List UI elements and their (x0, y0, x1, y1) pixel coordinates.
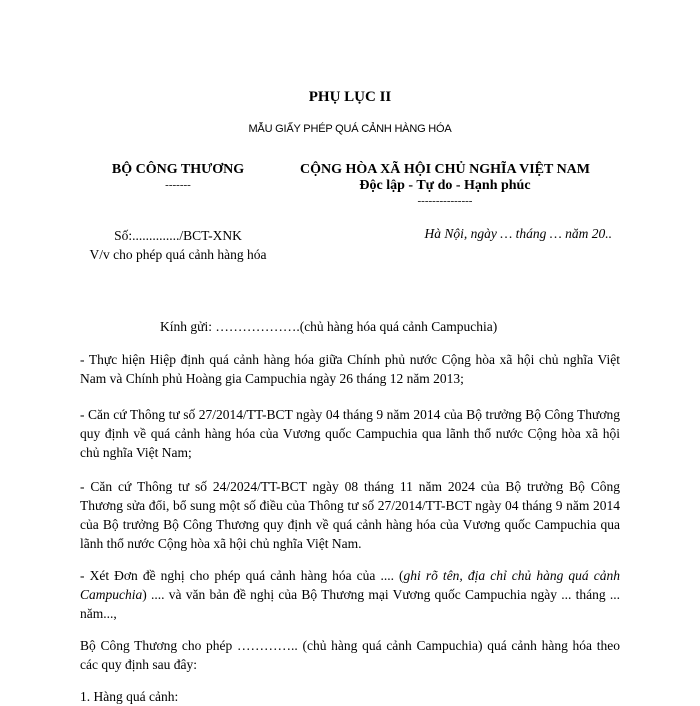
national-motto: Độc lập - Tự do - Hạnh phúc (359, 178, 531, 193)
agency-divider: ------- (165, 179, 191, 191)
addressee: Kính gửi: ……………….(chủ hàng hóa quá cảnh Campuchia) (160, 319, 498, 334)
paragraph-circular-27: - Căn cứ Thông tư số 27/2014/TT-BCT ngày 04 tháng 9 năm 2014 của Bộ trưởng Bộ Công Thương quy định về quá cảnh hàng hóa của Vương quốc Campuchia qua lãnh thổ nước Cộng hòa xã hội chủ nghĩa Việt Nam; (80, 407, 620, 460)
paragraph-circular-24: - Căn cứ Thông tư số 24/2024/TT-BCT ngày 08 tháng 11 năm 2024 của Bộ trưởng Bộ Công Thương sửa đổi, bổ sung một số điều của Thông tư số 27/2014/TT-BCT ngày 04 tháng 9 năm 2014 của Bộ trưởng Bộ Công Thương quy định về quá cảnh hàng hóa của Vương quốc Campuchia qua lãnh thổ nước Cộng hòa xã hội chủ nghĩa Việt Nam. (80, 479, 620, 551)
document-number-block (80, 226, 276, 264)
document-title: PHỤ LỤC II (308, 89, 392, 105)
paragraph-application-note: ghi rõ tên, địa chỉ chủ hàng quá cảnh Campuchia (80, 568, 620, 602)
section-goods-heading: 1. Hàng quá cảnh: (80, 689, 179, 704)
national-header (282, 162, 608, 208)
issuing-agency-name: BỘ CÔNG THƯƠNG (111, 162, 245, 177)
document-subject: V/v cho phép quá cảnh hàng hóa (89, 247, 267, 262)
document-date: Hà Nội, ngày … tháng … năm 20.. (424, 226, 612, 241)
issuing-agency-header (80, 162, 276, 192)
paragraph-application-end: ) .... và văn bản đề nghị của Bộ Thương mại Vương quốc Campuchia ngày ... tháng ... năm..., (80, 587, 620, 621)
motto-divider: --------------- (417, 195, 473, 207)
paragraph-agreement: - Thực hiện Hiệp định quá cảnh hàng hóa giữa Chính phủ nước Cộng hòa xã hội chủ nghĩa Việt Nam và Chính phủ Hoàng gia Campuchia ngày 26 tháng 12 năm 2013; (80, 352, 620, 386)
paragraph-application-start: - Xét Đơn đề nghị cho phép quá cảnh hàng hóa của .... ( (80, 568, 404, 583)
document-number: Số:............../BCT-XNK (114, 228, 242, 243)
country-name: CỘNG HÒA XÃ HỘI CHỦ NGHĨA VIỆT NAM (299, 162, 590, 177)
document-subtitle: MẪU GIẤY PHÉP QUÁ CẢNH HÀNG HÓA (248, 123, 452, 135)
paragraph-permission: Bộ Công Thương cho phép ………….. (chủ hàng quá cảnh Campuchia) quá cảnh hàng hóa theo các quy định sau đây: (80, 638, 620, 672)
paragraph-application (80, 566, 620, 623)
